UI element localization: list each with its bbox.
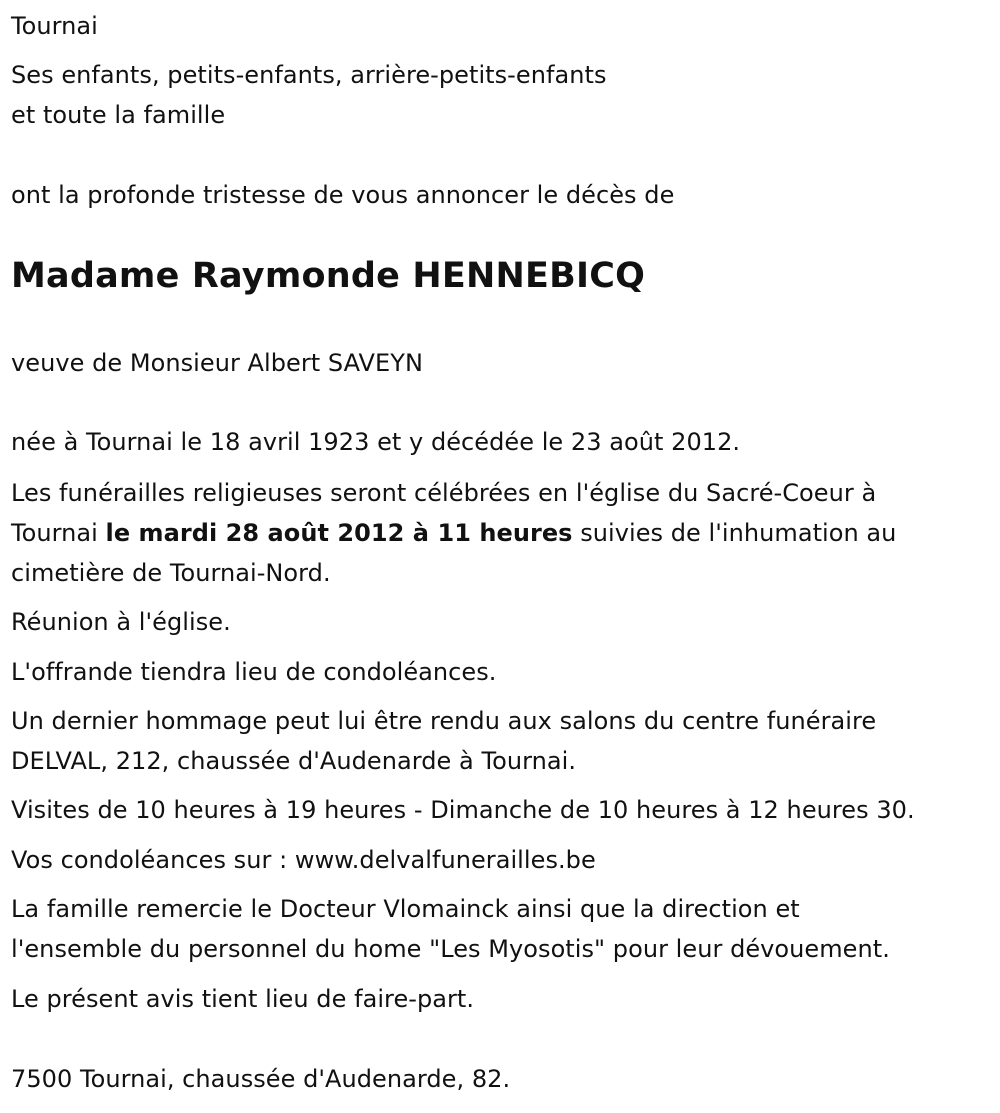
widow-of: veuve de Monsieur Albert SAVEYN: [11, 349, 423, 377]
homage-line-1: Un dernier hommage peut lui être rendu aux salons du centre funéraire: [11, 707, 877, 735]
meeting: Réunion à l'église.: [11, 608, 231, 636]
funeral-line-2-prefix: Tournai: [11, 519, 106, 547]
address: 7500 Tournai, chaussée d'Audenarde, 82.: [11, 1065, 511, 1093]
announcement: ont la profonde tristesse de vous annoncer le décès de: [11, 181, 675, 209]
condolences: Vos condoléances sur : www.delvalfunerailles.be: [11, 846, 596, 874]
visits: Visites de 10 heures à 19 heures - Dimanche de 10 heures à 12 heures 30.: [11, 796, 915, 824]
funeral-line-1: Les funérailles religieuses seront célébrées en l'église du Sacré-Coeur à: [11, 479, 877, 507]
offering: L'offrande tiendra lieu de condoléances.: [11, 658, 497, 686]
funeral-date-time: le mardi 28 août 2012 à 11 heures: [105, 519, 573, 547]
deceased-name: Madame Raymonde HENNEBICQ: [11, 256, 646, 296]
thanks-line-1: La famille remercie le Docteur Vlomainck ainsi que la direction et: [11, 895, 800, 923]
notice: Le présent avis tient lieu de faire-part.: [11, 985, 475, 1013]
funeral-line-2: [11, 521, 896, 545]
funeral-line-2-suffix: suivies de l'inhumation au: [572, 519, 897, 547]
family-line-1: Ses enfants, petits-enfants, arrière-petits-enfants: [11, 61, 607, 89]
city: Tournai: [11, 12, 98, 40]
homage-line-2: DELVAL, 212, chaussée d'Audenarde à Tournai.: [11, 747, 576, 775]
thanks-line-2: l'ensemble du personnel du home "Les Myosotis" pour leur dévouement.: [11, 935, 890, 963]
family-line-2: et toute la famille: [11, 101, 226, 129]
funeral-line-3: cimetière de Tournai-Nord.: [11, 559, 331, 587]
birth-death: née à Tournai le 18 avril 1923 et y décédée le 23 août 2012.: [11, 428, 741, 456]
